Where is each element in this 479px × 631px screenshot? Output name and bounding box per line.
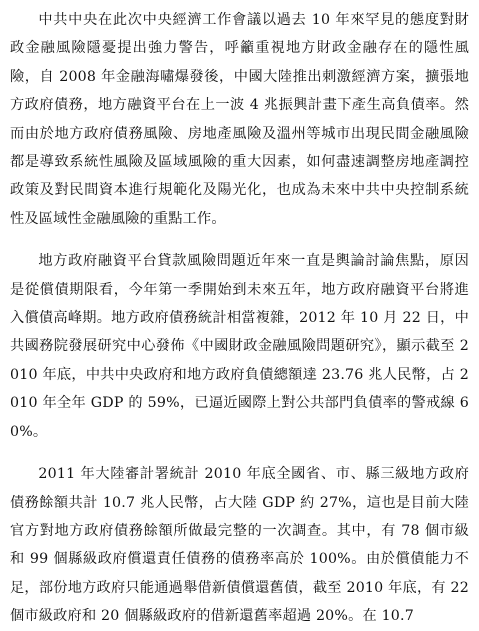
paragraph-3: 2011 年大陸審計署統計 2010 年底全國省、市、縣三級地方政府債務餘額共計 10.7 兆人民幣，占大陸 GDP 約 27%，這也是目前大陸官方對地方政府債務餘額所做最完整的一次調查。其中，有 78 個市級和 99 個縣級政府償還責任債務的債務率高於 100%。由於償債能力不足，部份地方政府只能通過舉借新債償還舊債，截至 2010 年底，有 22 個市級政府和 20 個縣級政府的借新還舊率超過 20%。在 10.7 <box>10 466 469 625</box>
paragraph-2: 地方政府融資平台貸款風險問題近年來一直是輿論討論焦點，原因是從償債期限看，今年第一季開始到未來五年，地方政府融資平台將進入償債高峰期。地方政府債務統計相當複雜，2012 年 10 月 22 日，中共國務院發展研究中心發佈《中國財政金融風險問題研究》，顯示截至 2010 年底，中共中央政府和地方政府負債總額達 23.76 兆人民幣，占 2010 年全年 GDP 的 59%，已逼近國際上對公共部門負債率的警戒線 60%。 <box>10 253 469 440</box>
paragraph-1: 中共中央在此次中央經濟工作會議以過去 10 年來罕見的態度對財政金融風險隱憂提出強力警告，呼籲重視地方財政金融存在的隱性風險，自 2008 年金融海嘯爆發後，中國大陸推出刺激經濟方案，擴張地方政府債務，地方融資平台在上一波 4 兆振興計畫下產生高負債率。然而由於地方政府債務風險、房地產風險及溫州等城市出現民間金融風險都是導致系統性風險及區域風險的重大因素，如何盡速調整房地產調控政策及對民間資本進行規範化及陽光化，也成為未來中共中央控制系統性及區域性金融風險的重點工作。 <box>10 12 469 227</box>
